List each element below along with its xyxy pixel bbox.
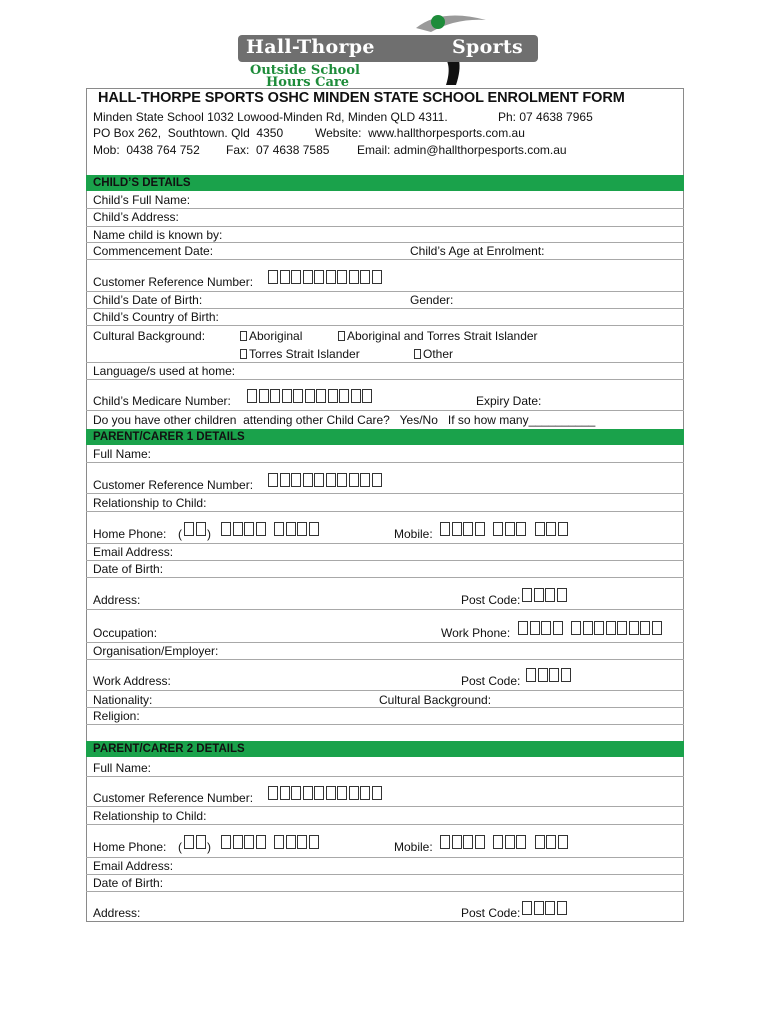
p1-work-phone-boxes[interactable] (518, 621, 663, 636)
other-care-question: Do you have other children attending other Child Care? Yes/No If so how many__________ (93, 413, 596, 427)
child-address-label: Child’s Address: (93, 210, 179, 224)
p2-crn-boxes[interactable] (268, 786, 383, 801)
p2-crn-label: Customer Reference Number: (93, 791, 254, 805)
p2-paren-open: ( (178, 840, 182, 854)
p2-email-label: Email Address: (93, 859, 174, 873)
p1-email-label: Email Address: (93, 545, 174, 559)
logo-name-left: Hall-Thorpe (246, 36, 375, 58)
child-crn-label: Customer Reference Number: (93, 275, 254, 289)
medicare-label: Child’s Medicare Number: (93, 394, 231, 408)
p2-paren-close: ) (207, 840, 211, 854)
p1-work-post-code-boxes[interactable] (526, 668, 572, 683)
p2-mobile-label: Mobile: (394, 840, 433, 854)
p1-address-label: Address: (93, 593, 141, 607)
p1-relationship-label: Relationship to Child: (93, 496, 207, 510)
hall-thorpe-logo (238, 10, 543, 88)
option-tsi[interactable] (240, 347, 360, 361)
p1-nationality-label: Nationality: (93, 693, 153, 707)
p1-religion-label: Religion: (93, 709, 140, 723)
mobile-number: Mob: 0438 764 752 (93, 143, 200, 157)
p1-cultural-label: Cultural Background: (379, 693, 492, 707)
p1-paren-close: ) (207, 527, 211, 541)
tsi-checkbox[interactable] (240, 349, 247, 359)
p2-post-code-label: Post Code: (461, 906, 521, 920)
p1-dob-label: Date of Birth: (93, 562, 164, 576)
section-parent-carer-2: PARENT/CARER 2 DETAILS (86, 741, 684, 757)
p1-post-code-boxes[interactable] (522, 588, 568, 603)
p1-home-phone-label: Home Phone: (93, 527, 167, 541)
p1-work-post-code-label: Post Code: (461, 674, 521, 688)
aboriginal-checkbox[interactable] (240, 331, 247, 341)
child-full-name-label: Child’s Full Name: (93, 193, 191, 207)
section-parent-carer-1: PARENT/CARER 1 DETAILS (86, 429, 684, 445)
child-known-by-label: Name child is known by: (93, 228, 223, 242)
child-gender-label: Gender: (410, 293, 454, 307)
child-country-label: Child’s Country of Birth: (93, 310, 219, 324)
p1-mobile-label: Mobile: (394, 527, 433, 541)
languages-label: Language/s used at home: (93, 364, 236, 378)
option-aboriginal-tsi-label: Aboriginal and Torres Strait Islander (347, 329, 538, 343)
website: Website: www.hallthorpesports.com.au (315, 126, 525, 140)
logo-name-right: Sports (452, 36, 523, 58)
option-tsi-label: Torres Strait Islander (249, 347, 360, 361)
p1-occupation-label: Occupation: (93, 626, 158, 640)
logo-subtitle-1: Outside School (250, 63, 360, 78)
logo-subtitle-2: Hours Care (266, 75, 349, 90)
fax-number: Fax: 07 4638 7585 (226, 143, 330, 157)
medicare-boxes[interactable] (247, 389, 374, 404)
commencement-date-label: Commencement Date: (93, 244, 214, 258)
contact-email: Email: admin@hallthorpesports.com.au (357, 143, 567, 157)
form-title: HALL-THORPE SPORTS OSHC MINDEN STATE SCHOOL ENROLMENT FORM (98, 90, 625, 106)
p2-post-code-boxes[interactable] (522, 901, 568, 916)
option-aboriginal-label: Aboriginal (249, 329, 303, 343)
p2-full-name-label: Full Name: (93, 761, 152, 775)
child-crn-boxes[interactable] (268, 270, 383, 285)
p1-mobile-boxes[interactable] (440, 522, 569, 537)
school-phone: Ph: 07 4638 7965 (498, 110, 593, 124)
p1-employer-label: Organisation/Employer: (93, 644, 219, 658)
option-aboriginal[interactable] (240, 329, 302, 343)
school-address: Minden State School 1032 Lowood-Minden Rd, Minden QLD 4311. (93, 110, 448, 124)
p1-crn-boxes[interactable] (268, 473, 383, 488)
po-box: PO Box 262, Southtown. Qld 4350 (93, 126, 284, 140)
p1-post-code-label: Post Code: (461, 593, 521, 607)
other-checkbox[interactable] (414, 349, 421, 359)
p2-dob-label: Date of Birth: (93, 876, 164, 890)
p2-relationship-label: Relationship to Child: (93, 809, 207, 823)
p1-crn-label: Customer Reference Number: (93, 478, 254, 492)
option-other-label: Other (423, 347, 454, 361)
p2-home-phone-boxes[interactable] (184, 835, 320, 850)
p1-paren-open: ( (178, 527, 182, 541)
p2-home-phone-label: Home Phone: (93, 840, 167, 854)
option-other[interactable] (414, 347, 453, 361)
p1-work-phone-label: Work Phone: (441, 626, 511, 640)
expiry-date-label: Expiry Date: (476, 394, 542, 408)
p2-mobile-boxes[interactable] (440, 835, 569, 850)
child-dob-label: Child’s Date of Birth: (93, 293, 203, 307)
option-aboriginal-tsi[interactable] (338, 329, 538, 343)
child-cultural-label: Cultural Background: (93, 329, 206, 343)
p1-full-name-label: Full Name: (93, 447, 152, 461)
p2-address-label: Address: (93, 906, 141, 920)
child-age-label: Child’s Age at Enrolment: (410, 244, 545, 258)
p1-home-phone-boxes[interactable] (184, 522, 320, 537)
p1-work-address-label: Work Address: (93, 674, 171, 688)
aboriginal-tsi-checkbox[interactable] (338, 331, 345, 341)
section-childs-details: CHILD’S DETAILS (86, 175, 684, 191)
